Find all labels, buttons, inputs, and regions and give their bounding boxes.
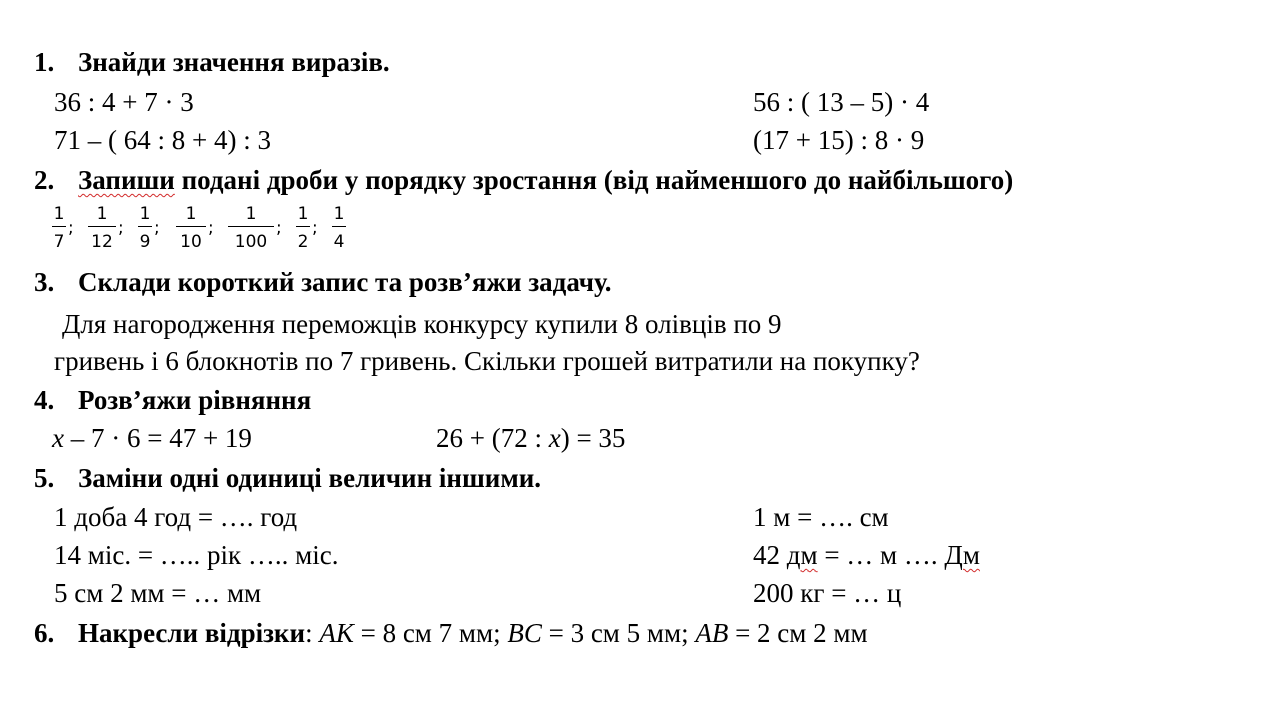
separator: ; bbox=[154, 218, 160, 238]
fraction bbox=[88, 202, 116, 253]
fraction bbox=[332, 202, 346, 253]
equation-1: x – 7 · 6 = 47 + 19 bbox=[52, 423, 252, 453]
denominator: 10 bbox=[180, 232, 202, 252]
denominator: 100 bbox=[234, 232, 268, 252]
task-title: Знайди значення виразів. bbox=[78, 47, 390, 77]
expression-4: (17 + 15) : 8 · 9 bbox=[753, 125, 925, 155]
task-number: 4. bbox=[34, 385, 55, 415]
task-number: 6. bbox=[34, 618, 55, 648]
task-number: 5. bbox=[34, 463, 55, 493]
expression-3: 71 – ( 64 : 8 + 4) : 3 bbox=[54, 125, 271, 155]
numerator: 1 bbox=[333, 204, 345, 224]
segment-name: AB bbox=[695, 618, 729, 648]
numerator: 1 bbox=[185, 204, 197, 224]
task-5-heading bbox=[34, 462, 541, 494]
fraction bbox=[52, 202, 66, 253]
conversion-3: 14 міс. = ….. рік ….. міс. bbox=[54, 540, 339, 570]
denominator: 2 bbox=[297, 232, 309, 252]
task-number: 3. bbox=[34, 267, 55, 297]
task-title: Заміни одні одиниці величин іншими. bbox=[78, 463, 542, 493]
segment-name: AK bbox=[319, 618, 354, 648]
spellcheck-word: Запиши bbox=[78, 165, 175, 195]
variable: x bbox=[52, 423, 64, 453]
fraction bbox=[296, 202, 310, 253]
task-title: Розв’яжи рівняння bbox=[78, 385, 312, 415]
task-title: подані дроби у порядку зростання (від найменшого до найбільшого) bbox=[174, 165, 1014, 195]
task-1-heading bbox=[34, 46, 390, 78]
numerator: 1 bbox=[297, 204, 309, 224]
separator: ; bbox=[276, 218, 282, 238]
segment-name: BC bbox=[507, 618, 542, 648]
separator: ; bbox=[68, 218, 74, 238]
task-3-heading bbox=[34, 266, 612, 298]
conversion-6: 200 кг = … ц bbox=[753, 578, 902, 608]
problem-text-line-2: гривень і 6 блокнотів по 7 гривень. Скільки грошей витратили на покупку? bbox=[54, 346, 920, 376]
conversion-1: 1 доба 4 год = …. год bbox=[54, 502, 298, 532]
spellcheck-word: дм bbox=[786, 540, 818, 570]
conversion-2: 1 м = …. см bbox=[753, 502, 889, 532]
expression-2: 56 : ( 13 – 5) · 4 bbox=[753, 87, 930, 117]
denominator: 12 bbox=[91, 232, 113, 252]
separator: ; bbox=[312, 218, 318, 238]
expression-1: 36 : 4 + 7 · 3 bbox=[54, 87, 194, 117]
variable: x bbox=[548, 423, 561, 453]
task-4-heading bbox=[34, 384, 311, 416]
numerator: 1 bbox=[53, 204, 65, 224]
denominator: 4 bbox=[333, 232, 345, 252]
separator: ; bbox=[118, 218, 124, 238]
task-2-heading bbox=[34, 164, 1013, 196]
problem-text-line-1: Для нагородження переможців конкурсу купили 8 олівців по 9 bbox=[62, 309, 782, 339]
spellcheck-word: Дм bbox=[944, 540, 980, 570]
task-number: 2. bbox=[34, 165, 55, 195]
numerator: 1 bbox=[245, 204, 257, 224]
fraction bbox=[138, 202, 152, 253]
task-title: Склади короткий запис та розв’яжи задачу. bbox=[78, 267, 612, 297]
fraction bbox=[176, 202, 206, 253]
equation-2: 26 + (72 : x) = 35 bbox=[436, 423, 626, 453]
numerator: 1 bbox=[96, 204, 108, 224]
task-number: 1. bbox=[34, 47, 55, 77]
task-title: Накресли відрізки bbox=[78, 618, 306, 648]
denominator: 7 bbox=[53, 232, 65, 252]
denominator: 9 bbox=[139, 232, 151, 252]
task-6-heading: 6. Накресли відрізки: AK = 8 см 7 мм; BC = 3 см 5 мм; AB = 2 см 2 мм bbox=[34, 618, 868, 648]
fraction bbox=[228, 202, 274, 253]
conversion-4: 42 дм = … м …. Дм bbox=[753, 540, 980, 570]
conversion-5: 5 см 2 мм = … мм bbox=[54, 578, 262, 608]
numerator: 1 bbox=[139, 204, 151, 224]
separator: ; bbox=[208, 218, 214, 238]
